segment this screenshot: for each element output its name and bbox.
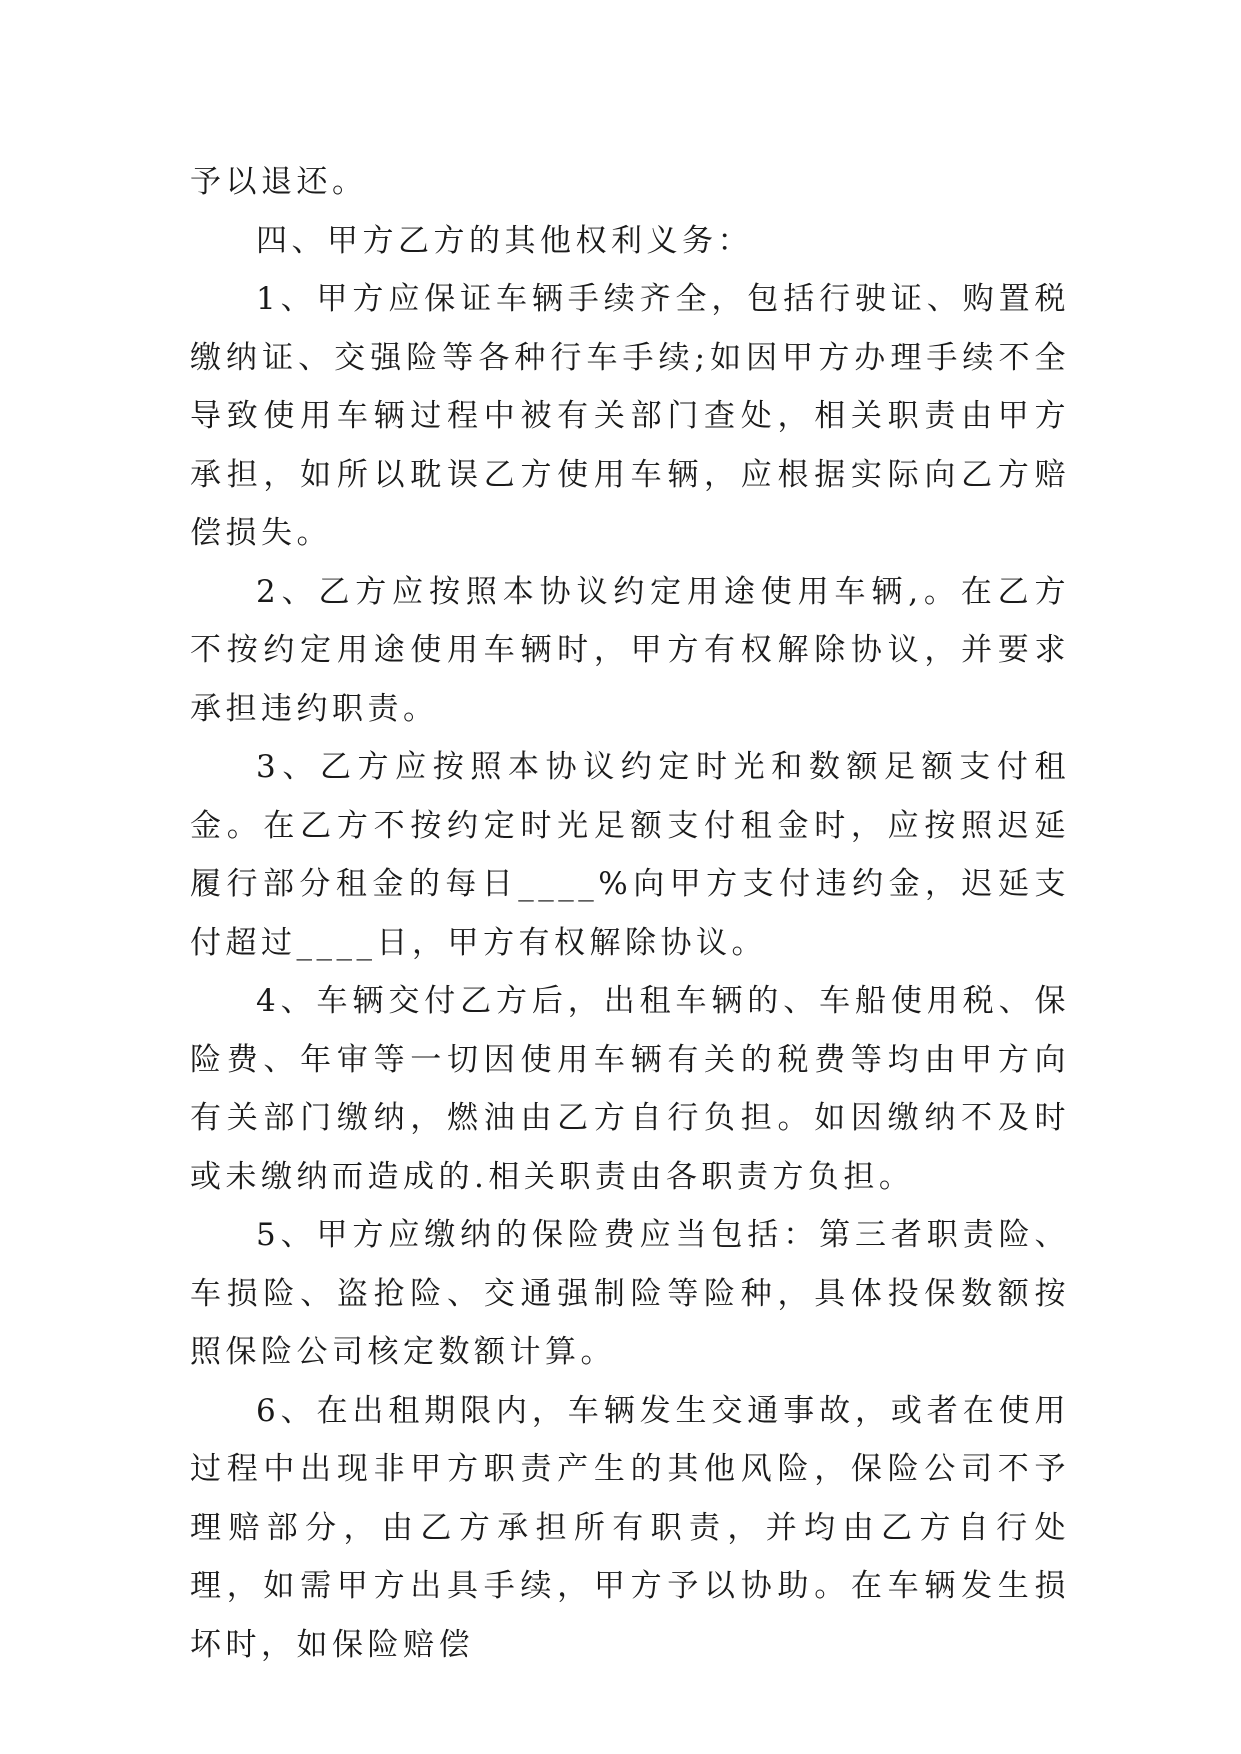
clause-6: 6、在出租期限内，车辆发生交通事故，或者在使用过程中出现非甲方职责产生的其他风险，保险公司不予理赔部分，由乙方承担所有职责，并均由乙方自行处理，如需甲方出具手续，甲方予以协助。在车辆发生损坏时，如保险赔偿 xyxy=(190,1392,1070,1663)
paragraph-continuation: 予以退还。 xyxy=(190,164,368,200)
document-body xyxy=(190,153,1070,1674)
clause-3: 3、乙方应按照本协议约定时光和数额足额支付租金。在乙方不按约定时光足额支付租金时，应按照迟延履行部分租金的每日____%向甲方支付违约金，迟延支付超过____日，甲方有权解除协议。 xyxy=(190,749,1070,961)
section-heading: 四、甲方乙方的其他权利义务： xyxy=(256,222,753,259)
clause-2: 2、乙方应按照本协议约定用途使用车辆,。在乙方不按约定用途使用车辆时，甲方有权解除协议，并要求承担违约职责。 xyxy=(190,573,1070,727)
clause-5: 5、甲方应缴纳的保险费应当包括：第三者职责险、车损险、盗抢险、交通强制险等险种，具体投保数额按照保险公司核定数额计算。 xyxy=(190,1217,1070,1370)
clause-4: 4、车辆交付乙方后，出租车辆的、车船使用税、保险费、年审等一切因使用车辆有关的税费等均由甲方向有关部门缴纳，燃油由乙方自行负担。如因缴纳不及时或未缴纳而造成的.相关职责由各职责方负担。 xyxy=(190,983,1070,1195)
clause-1: 1、甲方应保证车辆手续齐全，包括行驶证、购置税缴纳证、交强险等各种行车手续;如因甲方办理手续不全导致使用车辆过程中被有关部门查处，相关职责由甲方承担，如所以耽误乙方使用车辆，应根据实际向乙方赔偿损失。 xyxy=(190,281,1070,551)
